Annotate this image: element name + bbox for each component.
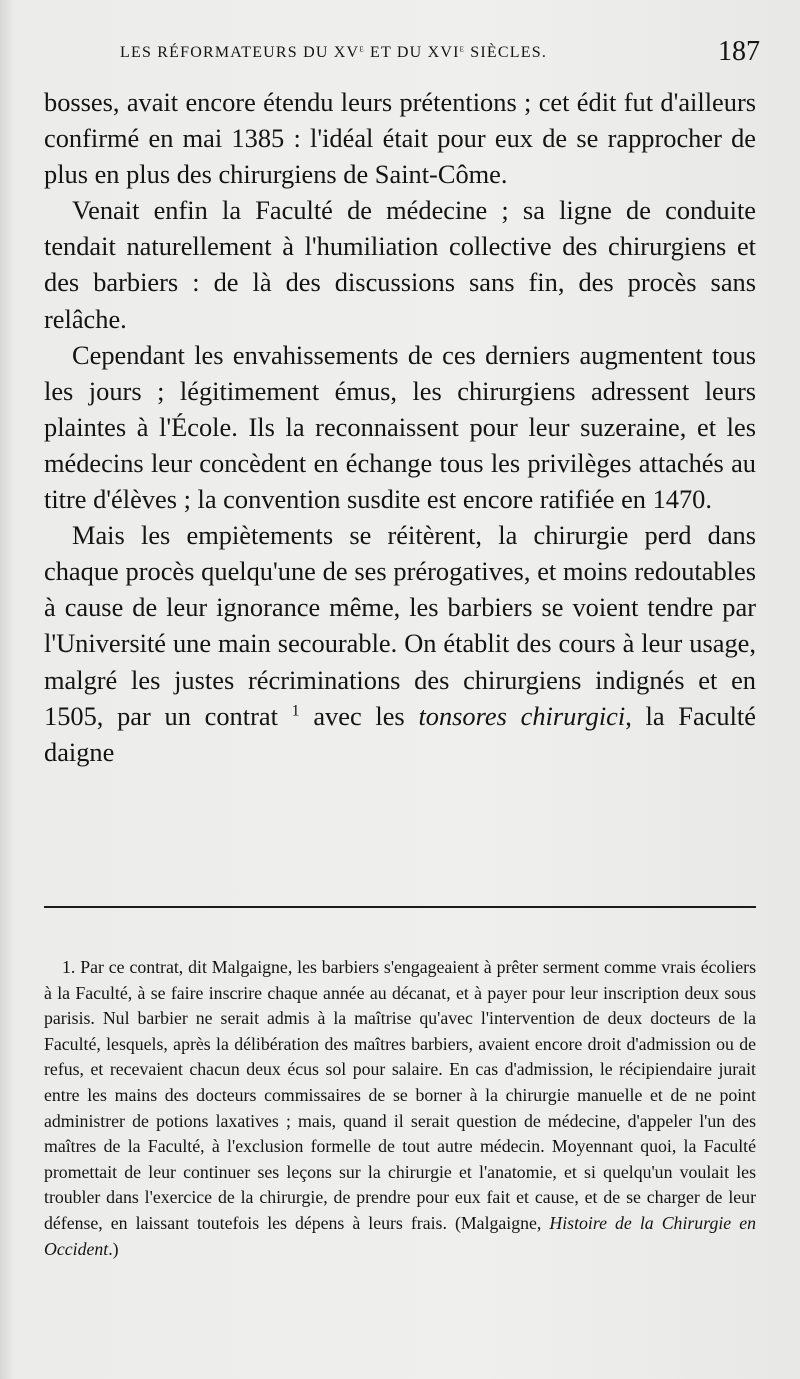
footnote-text: 1. Par ce contrat, dit Malgaigne, les barbiers s'engageaient à prêter serment comme vrais écoliers à la Faculté, à se faire inscrire chaque année au décanat, et à payer pour leur inscription deux sous parisis. Nul barbier ne serait admis à la maîtrise qu'avec l'intervention de deux docteurs de la Faculté, lesquels, après la délibération des maîtres barbiers, avaient encore droit d'admission ou de refus, et recevaient chacun deux écus sol pour salaire. En cas d'admission, le récipiendaire jurait entre les mains des docteurs commissaires de se borner à la chirurgie manuelle et de ne point administrer de potions laxatives ; mais, quand il serait question de médecine, d'appeler l'un des maîtres de la Faculté, à l'exclusion formelle de tout autre médecin. Moyennant quoi, la Faculté promettait de leur continuer ses leçons sur la chirurgie et l'anatomie, et si quelqu'un voulait les troubler dans l'exercice de la chirurgie, de prendre pour eux fait et cause, et de se charger de leur défense, en laissant toutefois les dépens à leurs frais. (Malgaigne, (44, 957, 756, 1233)
footnote-separator (44, 906, 756, 908)
running-head-superscript-2: e (459, 43, 466, 55)
main-text (44, 84, 756, 770)
running-head-text-1: LES RÉFORMATEURS DU XV (120, 44, 360, 61)
running-head-text-3: SIÈCLES. (465, 44, 548, 61)
running-head-text-2: ET DU XVI (364, 44, 460, 61)
paragraph-4 (44, 517, 756, 770)
paragraph-1: bosses, avait encore étendu leurs prétentions ; cet édit fut d'ailleurs confirmé en mai 1385 : l'idéal était pour eux de se rapprocher de plus en plus des chirurgiens de Saint-Côme. (44, 87, 756, 190)
running-head-superscript-1: e (359, 43, 365, 55)
footnote (44, 955, 756, 1262)
footnote-reference: 1 (291, 702, 300, 720)
running-head (120, 44, 547, 62)
footnote-closing: .) (108, 1238, 119, 1259)
page-number: 187 (718, 36, 760, 67)
paragraph-4-text-3: , la Faculté daigne (44, 700, 756, 767)
footnote-source-title: Histoire de la Chirurgie en Occident (44, 1212, 756, 1259)
footnote-paragraph (44, 955, 756, 1262)
paragraph-4-italic-term: tonsores chirurgici (418, 700, 626, 731)
paragraph-3: Cependant les envahissements de ces derniers augmentent tous les jours ; légitimement émus, les chirurgiens adressent leurs plaintes à l'École. Ils la reconnaissent pour leur suzeraine, et les médecins leur concèdent en échange tous les privilèges attachés au titre d'élèves ; la convention susdite est encore ratifiée en 1470. (44, 339, 756, 515)
paragraph-4-text-2: avec les (299, 700, 419, 731)
paragraph-2: Venait enfin la Faculté de médecine ; sa ligne de conduite tendait naturellement à l'humiliation collective des chirurgiens et des barbiers : de là des discussions sans fin, des procès sans relâche. (44, 195, 756, 334)
paragraph-4-text-1: Mais les empiètements se réitèrent, la chirurgie perd dans chaque procès quelqu'une de ses prérogatives, et moins redoutables à cause de leur ignorance même, les barbiers se voient tendre par l'Université une main secourable. On établit des cours à leur usage, malgré les justes récriminations des chirurgiens indignés et en 1505, par un contrat (44, 520, 756, 731)
page-header (120, 36, 760, 76)
